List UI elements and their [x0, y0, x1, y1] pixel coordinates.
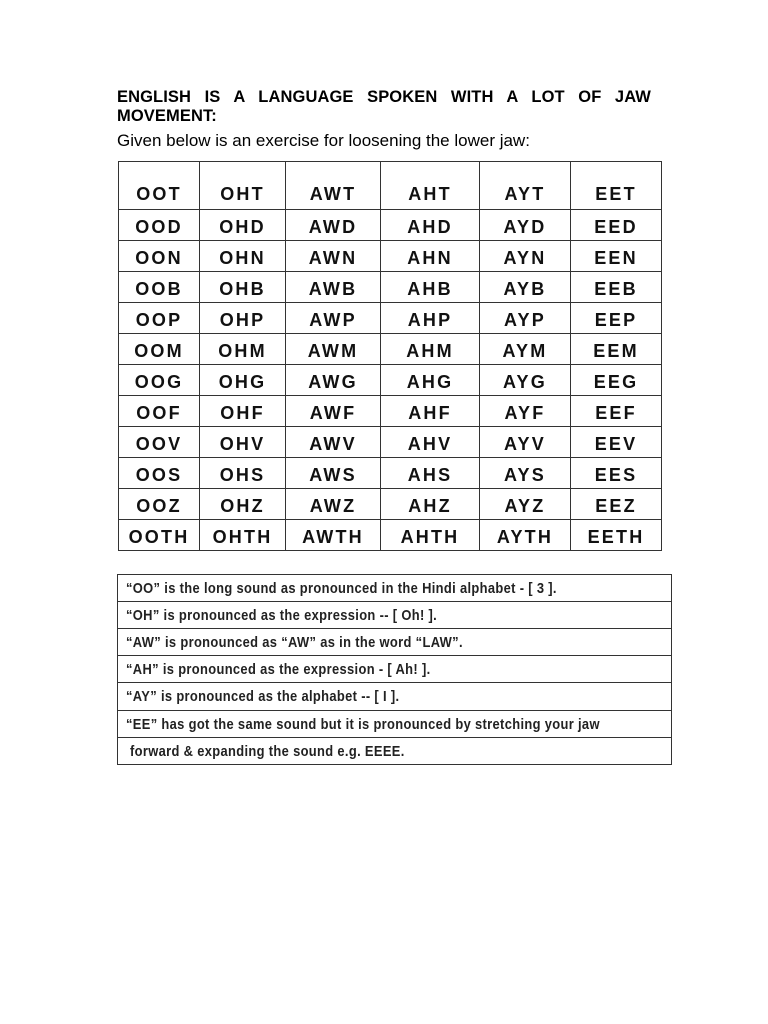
sound-cell: EEF: [571, 396, 662, 427]
note-text: “AY” is pronounced as the alphabet -- [ I ].: [126, 688, 400, 705]
sound-cell: AHN: [381, 241, 480, 272]
sound-cell: AYS: [480, 458, 571, 489]
sound-cell: OOB: [119, 272, 200, 303]
sound-cell: AHF: [381, 396, 480, 427]
sound-cell: OHZ: [200, 489, 286, 520]
sound-cell: AYN: [480, 241, 571, 272]
sound-cell: OOF: [119, 396, 200, 427]
sound-cell: AHT: [381, 162, 480, 210]
sound-cell: OOG: [119, 365, 200, 396]
sound-row: [119, 334, 662, 365]
note-cell: [118, 629, 672, 656]
sound-cell: OHM: [200, 334, 286, 365]
sound-cell: OHF: [200, 396, 286, 427]
sound-cell: OOM: [119, 334, 200, 365]
sound-cell: OOTH: [119, 520, 200, 551]
sound-cell: AYD: [480, 210, 571, 241]
sound-cell: AHD: [381, 210, 480, 241]
page-heading: ENGLISH IS A LANGUAGE SPOKEN WITH A LOT OF JAW MOVEMENT:: [117, 88, 651, 125]
note-text: “EE” has got the same sound but it is pronounced by stretching your jaw: [126, 715, 600, 733]
sound-row: [119, 303, 662, 334]
sound-cell: EED: [571, 210, 662, 241]
sound-row: [119, 365, 662, 396]
sound-cell: AYG: [480, 365, 571, 396]
sound-cell: OHT: [200, 162, 286, 210]
sound-row: [119, 458, 662, 489]
note-row: [118, 629, 672, 656]
sound-cell: AYP: [480, 303, 571, 334]
sound-cell: OHD: [200, 210, 286, 241]
note-cell: [118, 575, 672, 602]
sound-cell: AHM: [381, 334, 480, 365]
sound-row: [119, 272, 662, 303]
sound-cell: OOV: [119, 427, 200, 458]
sound-cell: AYM: [480, 334, 571, 365]
pronunciation-notes-table: [117, 574, 672, 765]
sound-cell: OHB: [200, 272, 286, 303]
sound-cell: OOP: [119, 303, 200, 334]
sound-cell: AHZ: [381, 489, 480, 520]
sound-cell: EEZ: [571, 489, 662, 520]
sound-cell: AWZ: [286, 489, 381, 520]
note-text: “AW” is pronounced as “AW” as in the word “LAW”.: [126, 633, 463, 651]
sound-cell: OHN: [200, 241, 286, 272]
note-row: [118, 602, 672, 629]
sound-cell: AWV: [286, 427, 381, 458]
sound-cell: AHTH: [381, 520, 480, 551]
sound-cell: EET: [571, 162, 662, 210]
sound-cell: AWD: [286, 210, 381, 241]
sound-cell: AWT: [286, 162, 381, 210]
note-row: [118, 656, 672, 683]
sound-row: [119, 162, 662, 210]
note-cell: [118, 738, 672, 765]
sound-cell: AHP: [381, 303, 480, 334]
sound-cell: EEM: [571, 334, 662, 365]
sound-cell: AYF: [480, 396, 571, 427]
note-row: [118, 683, 672, 711]
sound-row: [119, 489, 662, 520]
sound-cell: AWF: [286, 396, 381, 427]
sound-cell: AHB: [381, 272, 480, 303]
sound-cell: EETH: [571, 520, 662, 551]
sound-cell: EEN: [571, 241, 662, 272]
note-row: [118, 738, 672, 765]
sound-cell: AWN: [286, 241, 381, 272]
sound-cell: AYZ: [480, 489, 571, 520]
note-text: “OH” is pronounced as the expression -- [ Oh! ].: [126, 606, 438, 624]
sound-row: [119, 396, 662, 427]
note-text: forward & expanding the sound e.g. EEEE.: [130, 742, 405, 760]
sound-row: [119, 241, 662, 272]
sound-cell: AWB: [286, 272, 381, 303]
sound-cell: OOT: [119, 162, 200, 210]
sound-cell: OOD: [119, 210, 200, 241]
sound-cell: AWS: [286, 458, 381, 489]
note-row: [118, 711, 672, 738]
sound-cell: AHV: [381, 427, 480, 458]
sound-cell: EEB: [571, 272, 662, 303]
sound-cell: AHG: [381, 365, 480, 396]
sound-cell: EEG: [571, 365, 662, 396]
sound-cell: AHS: [381, 458, 480, 489]
sound-cell: AYT: [480, 162, 571, 210]
sound-row: [119, 520, 662, 551]
note-cell: [118, 683, 672, 711]
note-cell: [118, 602, 672, 629]
sound-cell: OON: [119, 241, 200, 272]
sound-cell: AYTH: [480, 520, 571, 551]
sound-row: [119, 427, 662, 458]
sound-cell: EES: [571, 458, 662, 489]
note-cell: [118, 711, 672, 738]
sound-cell: AYB: [480, 272, 571, 303]
sound-cell: OOS: [119, 458, 200, 489]
intro-text: Given below is an exercise for loosening the lower jaw:: [117, 131, 530, 150]
sound-cell: AWM: [286, 334, 381, 365]
sound-cell: AWP: [286, 303, 381, 334]
sound-cell: AWG: [286, 365, 381, 396]
sound-cell: OOZ: [119, 489, 200, 520]
sound-cell: OHS: [200, 458, 286, 489]
sound-cell: EEP: [571, 303, 662, 334]
sound-cell: OHTH: [200, 520, 286, 551]
sound-cell: OHV: [200, 427, 286, 458]
sound-cell: AWTH: [286, 520, 381, 551]
sound-cell: OHP: [200, 303, 286, 334]
sound-row: [119, 210, 662, 241]
note-cell: [118, 656, 672, 683]
note-row: [118, 575, 672, 602]
sound-cell: OHG: [200, 365, 286, 396]
note-text: “OO” is the long sound as pronounced in the Hindi alphabet - [ 3 ].: [126, 579, 557, 597]
sound-cell: AYV: [480, 427, 571, 458]
note-text: “AH” is pronounced as the expression - [ Ah! ].: [126, 660, 431, 678]
sound-exercise-table: [118, 161, 662, 551]
sound-cell: EEV: [571, 427, 662, 458]
